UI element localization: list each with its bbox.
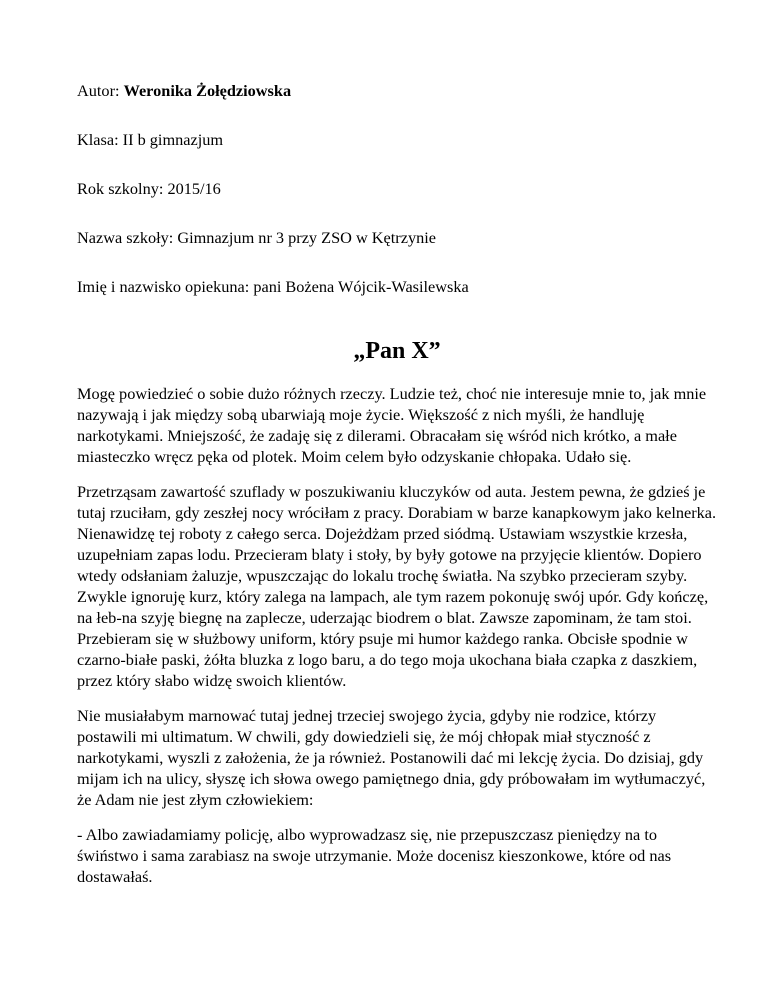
author-name: Weronika Żołędziowska [123, 81, 292, 100]
school-name-line: Nazwa szkoły: Gimnazjum nr 3 przy ZSO w Kętrzynie [77, 228, 436, 247]
author-line [77, 80, 717, 101]
paragraph: Przetrząsam zawartość szuflady w poszukiwaniu kluczyków od auta. Jestem pewna, że gdzieś je tutaj rzuciłam, gdy zeszłej nocy wróciłam z pracy. Dorabiam w barze kanapkowym jako kelnerka. Nienawidzę tej roboty z całego serca. Dojeżdżam przed siódmą. Ustawiam wszystkie krzesła, uzupełniam zapas lodu. Przecieram blaty i stoły, by były gotowe na przyjęcie klientów. Dopiero wtedy odsłaniam żaluzje, wpuszczając do lokalu trochę światła. Na szybko przecieram szyby. Zwykle ignoruję kurz, który zalega na lampach, ale tym razem pokonuję swój upór. Gdy kończę, na łeb-na szyję biegnę na zaplecze, uderzając biodrem o blat. Zawsze zapominam, że tam stoi. Przebieram się w służbowy uniform, który psuje mi humor każdego ranka. Obcisłe spodnie w czarno-białe paski, żółta bluzka z logo baru, a do tego moja ukochana biała czapka z daszkiem, przez który słabo widzę swoich klientów. [77, 482, 717, 690]
paragraph: Mogę powiedzieć o sobie dużo różnych rzeczy. Ludzie też, choć nie interesuje mnie to, jak mnie nazywają i jak między sobą ubarwiają moje życie. Większość z nich myśli, że handluję narkotykami. Mniejszość, że zadaję się z dilerami. Obracałam się wśród nich krótko, a małe miasteczko wręcz pęka od plotek. Moim celem było odzyskanie chłopaka. Udało się. [77, 384, 707, 466]
story-title: „Pan X” [353, 338, 441, 364]
paragraph: - Albo zawiadamiamy policję, albo wyprowadzasz się, nie przepuszczasz pieniędzy na to świństwo i sama zarabiasz na swoje utrzymanie. Może docenisz kieszonkowe, które od nas dostawałaś. [77, 825, 672, 886]
mentor-line: Imię i nazwisko opiekuna: pani Bożena Wójcik-Wasilewska [77, 277, 469, 296]
school-year-line: Rok szkolny: 2015/16 [77, 179, 221, 198]
author-label: Autor: [77, 81, 124, 100]
paragraph: Nie musiałabym marnować tutaj jednej trzeciej swojego życia, gdyby nie rodzice, którzy postawili mi ultimatum. W chwili, gdy dowiedzieli się, że mój chłopak miał styczność z narkotykami, wyszli z założenia, że ja również. Postanowili dać mi lekcję życia. Do dzisiaj, gdy mijam ich na ulicy, słyszę ich słowa owego pamiętnego dnia, gdy próbowałam im wytłumaczyć, że Adam nie jest złym człowiekiem: [77, 706, 706, 809]
document-page [77, 80, 717, 901]
class-line: Klasa: II b gimnazjum [77, 130, 224, 149]
